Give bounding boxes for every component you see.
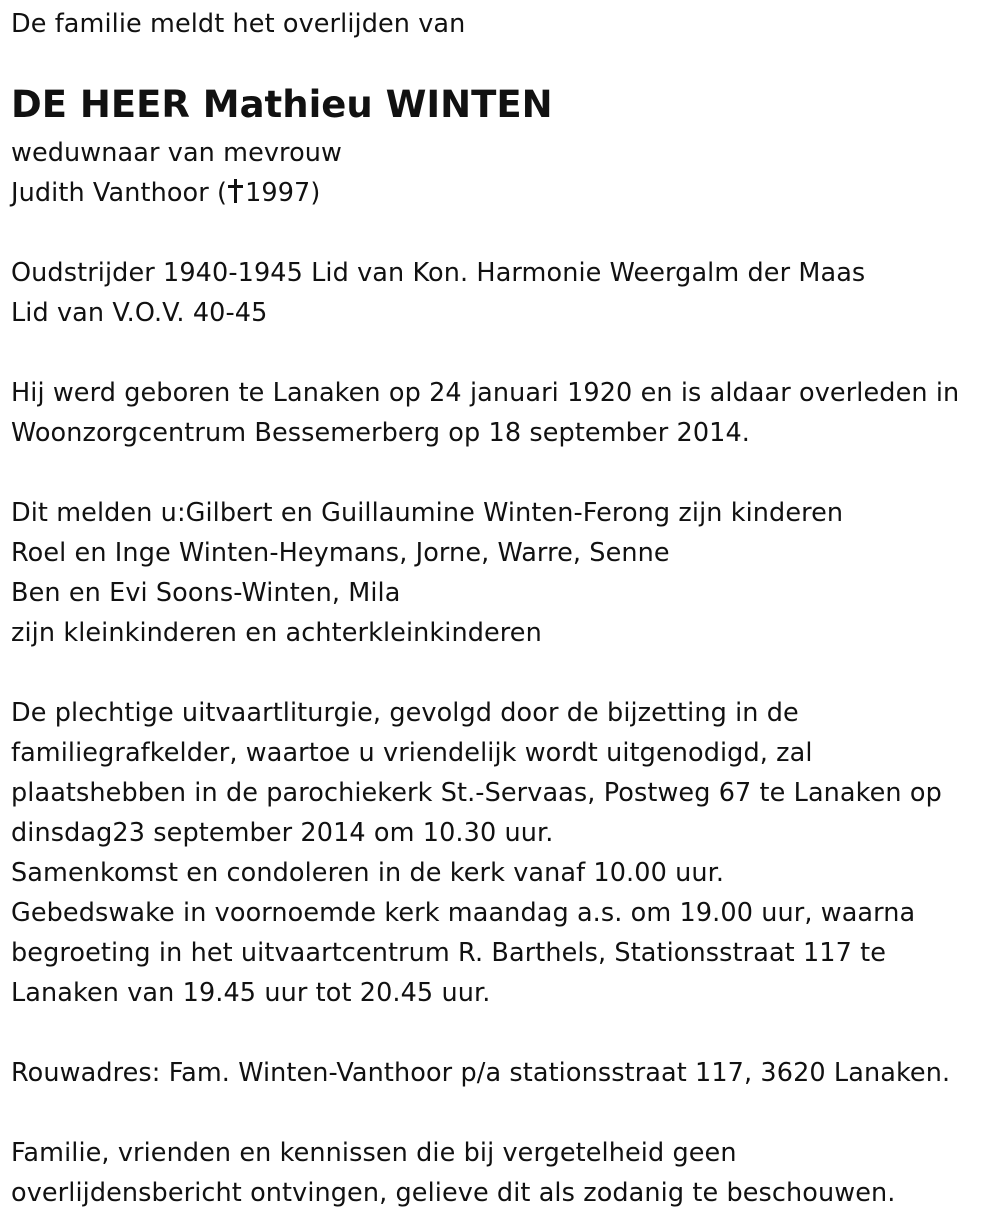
ceremony-line: Gebedswake in voornoemde kerk maandag a.s. om 19.00 uur, waarna: [11, 898, 916, 928]
spouse-name-line: [11, 173, 320, 213]
birth-death-line: Woonzorgcentrum Bessemerberg op 18 september 2014.: [11, 418, 751, 448]
cross-icon: [228, 179, 242, 203]
intro-text: De familie meldt het overlijden van: [11, 9, 466, 39]
family-line: Roel en Inge Winten-Heymans, Jorne, Warre, Senne: [11, 538, 670, 568]
ceremony-line: De plechtige uitvaartliturgie, gevolgd door de bijzetting in de: [11, 698, 799, 728]
deceased-name: DE HEER Mathieu WINTEN: [11, 83, 553, 126]
closing-line: overlijdensbericht ontvingen, gelieve dit als zodanig te beschouwen.: [11, 1178, 896, 1208]
closing-line: Familie, vrienden en kennissen die bij vergetelheid geen: [11, 1138, 737, 1168]
membership-line: Oudstrijder 1940-1945 Lid van Kon. Harmonie Weergalm der Maas: [11, 258, 866, 288]
ceremony-line: familiegrafkelder, waartoe u vriendelijk wordt uitgenodigd, zal: [11, 738, 813, 768]
family-line: Dit melden u:Gilbert en Guillaumine Winten-Ferong zijn kinderen: [11, 498, 844, 528]
ceremony-line: dinsdag23 september 2014 om 10.30 uur.: [11, 818, 554, 848]
spouse-line: weduwnaar van mevrouw: [11, 138, 342, 168]
ceremony-line: begroeting in het uitvaartcentrum R. Barthels, Stationsstraat 117 te: [11, 938, 887, 968]
mourning-address: Rouwadres: Fam. Winten-Vanthoor p/a stationsstraat 117, 3620 Lanaken.: [11, 1058, 951, 1088]
family-line: zijn kleinkinderen en achterkleinkinderen: [11, 618, 542, 648]
ceremony-line: plaatshebben in de parochiekerk St.-Servaas, Postweg 67 te Lanaken op: [11, 778, 942, 808]
spouse-name: Judith Vanthoor (: [11, 178, 228, 208]
ceremony-line: Samenkomst en condoleren in de kerk vanaf 10.00 uur.: [11, 858, 725, 888]
birth-death-line: Hij werd geboren te Lanaken op 24 januari 1920 en is aldaar overleden in: [11, 378, 960, 408]
family-line: Ben en Evi Soons-Winten, Mila: [11, 578, 401, 608]
membership-line: Lid van V.O.V. 40-45: [11, 298, 268, 328]
ceremony-line: Lanaken van 19.45 uur tot 20.45 uur.: [11, 978, 491, 1008]
spouse-death-year: 1997): [245, 178, 321, 208]
